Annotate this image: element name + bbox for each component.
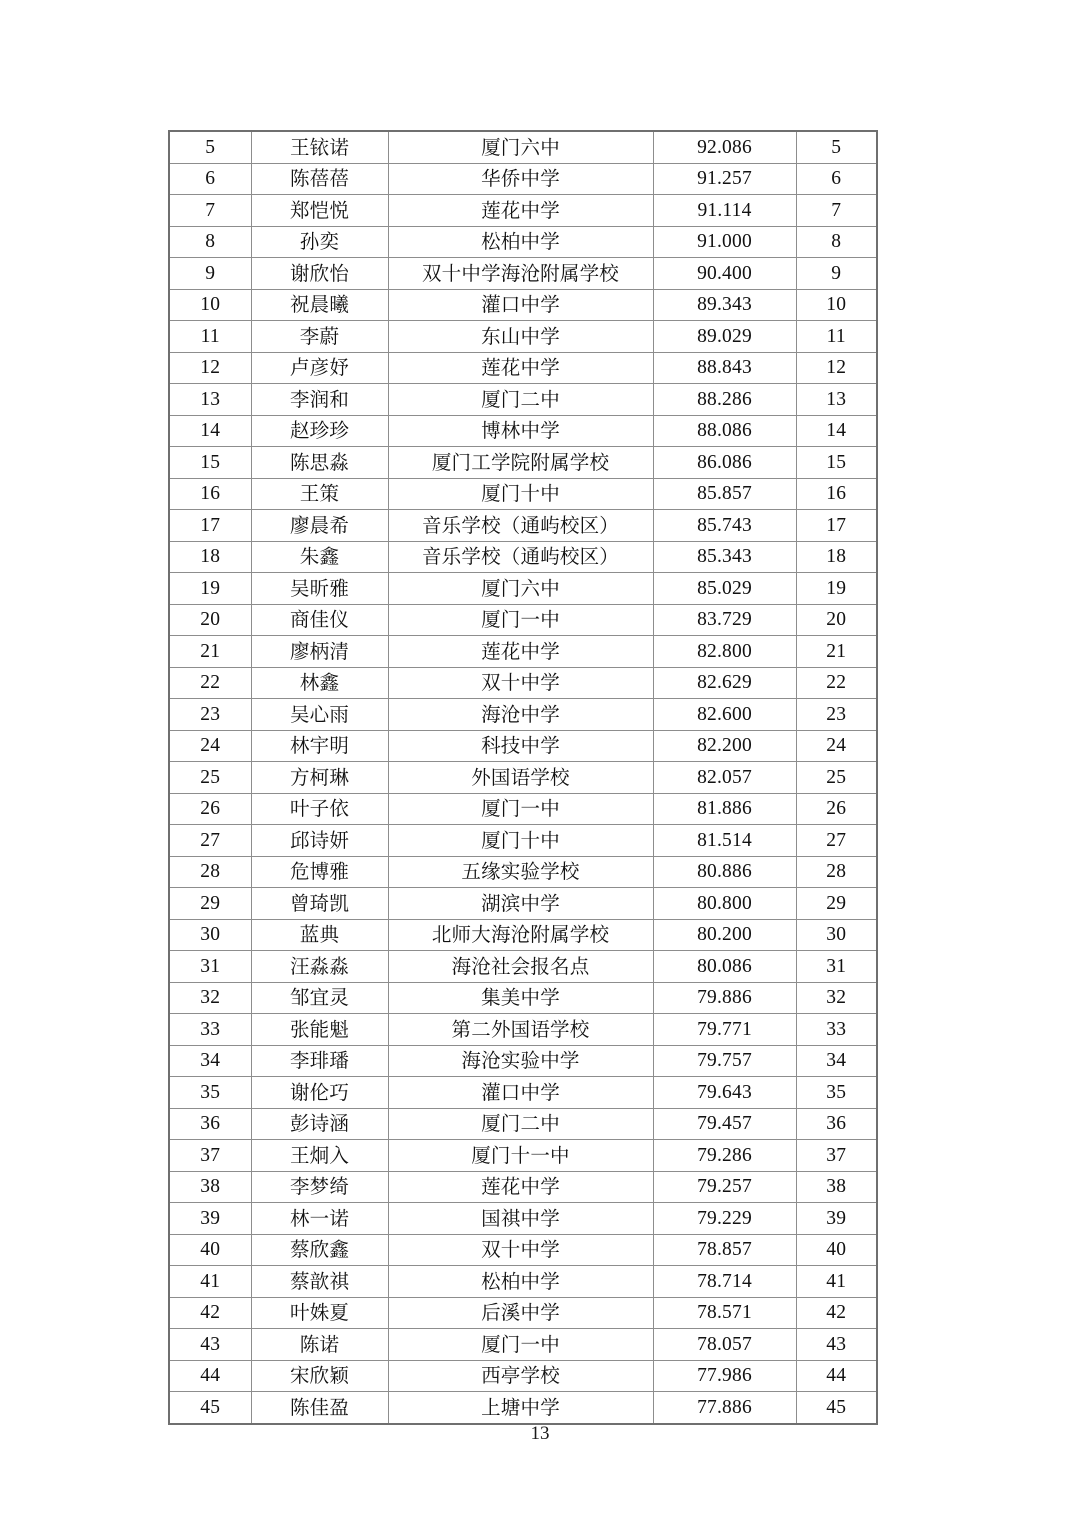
cell-final-rank: 6 xyxy=(796,163,877,195)
cell-name: 林鑫 xyxy=(251,667,388,699)
cell-rank: 41 xyxy=(169,1266,251,1298)
cell-school: 东山中学 xyxy=(388,321,653,353)
page-number: 13 xyxy=(530,1423,550,1444)
cell-school: 厦门一中 xyxy=(388,1329,653,1361)
cell-final-rank: 9 xyxy=(796,258,877,290)
cell-school: 华侨中学 xyxy=(388,163,653,195)
cell-name: 林宇明 xyxy=(251,730,388,762)
cell-rank: 35 xyxy=(169,1077,251,1109)
cell-rank: 28 xyxy=(169,856,251,888)
cell-school: 后溪中学 xyxy=(388,1297,653,1329)
cell-score: 88.086 xyxy=(653,415,796,447)
cell-score: 89.029 xyxy=(653,321,796,353)
cell-final-rank: 20 xyxy=(796,604,877,636)
cell-rank: 24 xyxy=(169,730,251,762)
cell-school: 海沧实验中学 xyxy=(388,1045,653,1077)
cell-name: 叶子依 xyxy=(251,793,388,825)
cell-score: 85.857 xyxy=(653,478,796,510)
cell-school: 厦门工学院附属学校 xyxy=(388,447,653,479)
cell-name: 祝晨曦 xyxy=(251,289,388,321)
cell-name: 廖晨希 xyxy=(251,510,388,542)
cell-school: 厦门六中 xyxy=(388,573,653,605)
cell-rank: 5 xyxy=(169,131,251,163)
cell-rank: 15 xyxy=(169,447,251,479)
cell-rank: 44 xyxy=(169,1360,251,1392)
cell-name: 彭诗涵 xyxy=(251,1108,388,1140)
cell-school: 海沧社会报名点 xyxy=(388,951,653,983)
cell-school: 厦门十中 xyxy=(388,478,653,510)
cell-score: 81.514 xyxy=(653,825,796,857)
cell-score: 82.200 xyxy=(653,730,796,762)
cell-score: 86.086 xyxy=(653,447,796,479)
table-row xyxy=(169,352,877,384)
cell-school: 西亭学校 xyxy=(388,1360,653,1392)
cell-score: 90.400 xyxy=(653,258,796,290)
table-row xyxy=(169,573,877,605)
cell-final-rank: 29 xyxy=(796,888,877,920)
cell-rank: 30 xyxy=(169,919,251,951)
cell-school: 灌口中学 xyxy=(388,289,653,321)
table-row xyxy=(169,919,877,951)
cell-name: 陈蓓蓓 xyxy=(251,163,388,195)
score-table-container xyxy=(168,130,876,1425)
cell-final-rank: 8 xyxy=(796,226,877,258)
cell-rank: 40 xyxy=(169,1234,251,1266)
cell-score: 77.986 xyxy=(653,1360,796,1392)
cell-score: 88.286 xyxy=(653,384,796,416)
cell-final-rank: 13 xyxy=(796,384,877,416)
cell-name: 李润和 xyxy=(251,384,388,416)
table-row xyxy=(169,541,877,573)
table-row xyxy=(169,667,877,699)
table-row xyxy=(169,982,877,1014)
cell-school: 双十中学 xyxy=(388,667,653,699)
cell-rank: 22 xyxy=(169,667,251,699)
cell-score: 91.000 xyxy=(653,226,796,258)
cell-name: 廖柄清 xyxy=(251,636,388,668)
cell-name: 汪淼淼 xyxy=(251,951,388,983)
cell-name: 谢伦巧 xyxy=(251,1077,388,1109)
cell-name: 谢欣怡 xyxy=(251,258,388,290)
cell-score: 79.886 xyxy=(653,982,796,1014)
cell-name: 邹宜灵 xyxy=(251,982,388,1014)
cell-final-rank: 33 xyxy=(796,1014,877,1046)
cell-school: 莲花中学 xyxy=(388,352,653,384)
cell-rank: 45 xyxy=(169,1392,251,1424)
cell-rank: 13 xyxy=(169,384,251,416)
score-table-body xyxy=(169,131,877,1424)
cell-score: 78.857 xyxy=(653,1234,796,1266)
table-row xyxy=(169,226,877,258)
cell-score: 82.629 xyxy=(653,667,796,699)
cell-school: 音乐学校（通屿校区） xyxy=(388,541,653,573)
cell-score: 80.886 xyxy=(653,856,796,888)
cell-score: 79.457 xyxy=(653,1108,796,1140)
cell-rank: 39 xyxy=(169,1203,251,1235)
cell-final-rank: 12 xyxy=(796,352,877,384)
cell-final-rank: 18 xyxy=(796,541,877,573)
table-row xyxy=(169,258,877,290)
cell-school: 上塘中学 xyxy=(388,1392,653,1424)
table-row xyxy=(169,1360,877,1392)
cell-school: 科技中学 xyxy=(388,730,653,762)
cell-school: 莲花中学 xyxy=(388,636,653,668)
cell-rank: 31 xyxy=(169,951,251,983)
cell-final-rank: 31 xyxy=(796,951,877,983)
cell-rank: 18 xyxy=(169,541,251,573)
cell-name: 林一诺 xyxy=(251,1203,388,1235)
cell-name: 危博雅 xyxy=(251,856,388,888)
cell-school: 厦门十中 xyxy=(388,825,653,857)
table-row xyxy=(169,636,877,668)
cell-school: 厦门六中 xyxy=(388,131,653,163)
cell-rank: 14 xyxy=(169,415,251,447)
cell-school: 厦门十一中 xyxy=(388,1140,653,1172)
cell-school: 五缘实验学校 xyxy=(388,856,653,888)
cell-final-rank: 39 xyxy=(796,1203,877,1235)
cell-school: 灌口中学 xyxy=(388,1077,653,1109)
cell-rank: 23 xyxy=(169,699,251,731)
cell-rank: 36 xyxy=(169,1108,251,1140)
cell-name: 商佳仪 xyxy=(251,604,388,636)
cell-rank: 11 xyxy=(169,321,251,353)
table-row xyxy=(169,1392,877,1424)
cell-school: 湖滨中学 xyxy=(388,888,653,920)
cell-final-rank: 5 xyxy=(796,131,877,163)
cell-name: 蔡歆祺 xyxy=(251,1266,388,1298)
cell-rank: 16 xyxy=(169,478,251,510)
table-row xyxy=(169,1234,877,1266)
cell-rank: 26 xyxy=(169,793,251,825)
cell-rank: 29 xyxy=(169,888,251,920)
cell-school: 厦门二中 xyxy=(388,1108,653,1140)
cell-final-rank: 7 xyxy=(796,195,877,227)
cell-final-rank: 36 xyxy=(796,1108,877,1140)
cell-name: 宋欣颖 xyxy=(251,1360,388,1392)
cell-name: 叶姝夏 xyxy=(251,1297,388,1329)
cell-school: 集美中学 xyxy=(388,982,653,1014)
cell-score: 91.257 xyxy=(653,163,796,195)
cell-score: 79.286 xyxy=(653,1140,796,1172)
cell-rank: 42 xyxy=(169,1297,251,1329)
cell-school: 厦门一中 xyxy=(388,604,653,636)
table-row xyxy=(169,699,877,731)
cell-score: 89.343 xyxy=(653,289,796,321)
table-row xyxy=(169,762,877,794)
cell-score: 82.800 xyxy=(653,636,796,668)
cell-score: 85.029 xyxy=(653,573,796,605)
table-row xyxy=(169,1014,877,1046)
cell-score: 81.886 xyxy=(653,793,796,825)
cell-final-rank: 25 xyxy=(796,762,877,794)
cell-final-rank: 45 xyxy=(796,1392,877,1424)
cell-final-rank: 41 xyxy=(796,1266,877,1298)
cell-school: 莲花中学 xyxy=(388,195,653,227)
cell-rank: 43 xyxy=(169,1329,251,1361)
cell-rank: 34 xyxy=(169,1045,251,1077)
table-row xyxy=(169,321,877,353)
table-row xyxy=(169,825,877,857)
cell-score: 79.757 xyxy=(653,1045,796,1077)
cell-score: 79.229 xyxy=(653,1203,796,1235)
cell-rank: 7 xyxy=(169,195,251,227)
table-row xyxy=(169,1077,877,1109)
table-row xyxy=(169,447,877,479)
cell-name: 蔡欣鑫 xyxy=(251,1234,388,1266)
table-row xyxy=(169,510,877,542)
cell-name: 朱鑫 xyxy=(251,541,388,573)
cell-name: 陈佳盈 xyxy=(251,1392,388,1424)
cell-score: 91.114 xyxy=(653,195,796,227)
cell-score: 83.729 xyxy=(653,604,796,636)
table-row xyxy=(169,1297,877,1329)
cell-final-rank: 32 xyxy=(796,982,877,1014)
cell-rank: 33 xyxy=(169,1014,251,1046)
table-row xyxy=(169,1108,877,1140)
score-table xyxy=(168,130,878,1425)
cell-final-rank: 21 xyxy=(796,636,877,668)
table-row xyxy=(169,856,877,888)
cell-final-rank: 27 xyxy=(796,825,877,857)
cell-score: 77.886 xyxy=(653,1392,796,1424)
cell-rank: 27 xyxy=(169,825,251,857)
cell-name: 邱诗妍 xyxy=(251,825,388,857)
cell-name: 王铱诺 xyxy=(251,131,388,163)
cell-final-rank: 15 xyxy=(796,447,877,479)
cell-final-rank: 24 xyxy=(796,730,877,762)
cell-score: 80.800 xyxy=(653,888,796,920)
table-row xyxy=(169,1203,877,1235)
cell-score: 78.714 xyxy=(653,1266,796,1298)
cell-final-rank: 14 xyxy=(796,415,877,447)
cell-final-rank: 16 xyxy=(796,478,877,510)
cell-name: 王炯入 xyxy=(251,1140,388,1172)
table-row xyxy=(169,289,877,321)
cell-score: 85.343 xyxy=(653,541,796,573)
cell-rank: 12 xyxy=(169,352,251,384)
cell-rank: 6 xyxy=(169,163,251,195)
cell-final-rank: 35 xyxy=(796,1077,877,1109)
cell-rank: 38 xyxy=(169,1171,251,1203)
cell-rank: 9 xyxy=(169,258,251,290)
cell-score: 80.200 xyxy=(653,919,796,951)
cell-final-rank: 42 xyxy=(796,1297,877,1329)
table-row xyxy=(169,384,877,416)
cell-score: 92.086 xyxy=(653,131,796,163)
table-row xyxy=(169,1140,877,1172)
cell-name: 郑恺悦 xyxy=(251,195,388,227)
table-row xyxy=(169,793,877,825)
cell-final-rank: 26 xyxy=(796,793,877,825)
cell-name: 陈思淼 xyxy=(251,447,388,479)
table-row xyxy=(169,163,877,195)
cell-final-rank: 43 xyxy=(796,1329,877,1361)
cell-school: 双十中学海沧附属学校 xyxy=(388,258,653,290)
cell-rank: 32 xyxy=(169,982,251,1014)
table-row xyxy=(169,131,877,163)
cell-score: 82.057 xyxy=(653,762,796,794)
cell-rank: 20 xyxy=(169,604,251,636)
cell-score: 78.571 xyxy=(653,1297,796,1329)
cell-name: 蓝典 xyxy=(251,919,388,951)
cell-score: 78.057 xyxy=(653,1329,796,1361)
cell-name: 曾琦凯 xyxy=(251,888,388,920)
table-row xyxy=(169,730,877,762)
cell-school: 松柏中学 xyxy=(388,1266,653,1298)
cell-name: 王策 xyxy=(251,478,388,510)
cell-final-rank: 37 xyxy=(796,1140,877,1172)
cell-score: 88.843 xyxy=(653,352,796,384)
table-row xyxy=(169,415,877,447)
table-row xyxy=(169,604,877,636)
cell-rank: 19 xyxy=(169,573,251,605)
table-row xyxy=(169,1171,877,1203)
cell-final-rank: 38 xyxy=(796,1171,877,1203)
cell-final-rank: 28 xyxy=(796,856,877,888)
cell-rank: 10 xyxy=(169,289,251,321)
cell-name: 陈诺 xyxy=(251,1329,388,1361)
cell-name: 吴昕雅 xyxy=(251,573,388,605)
cell-name: 张能魁 xyxy=(251,1014,388,1046)
cell-name: 赵珍珍 xyxy=(251,415,388,447)
cell-rank: 8 xyxy=(169,226,251,258)
cell-final-rank: 22 xyxy=(796,667,877,699)
cell-rank: 25 xyxy=(169,762,251,794)
cell-final-rank: 40 xyxy=(796,1234,877,1266)
cell-final-rank: 44 xyxy=(796,1360,877,1392)
cell-final-rank: 23 xyxy=(796,699,877,731)
table-row xyxy=(169,1266,877,1298)
table-row xyxy=(169,951,877,983)
cell-school: 双十中学 xyxy=(388,1234,653,1266)
cell-rank: 21 xyxy=(169,636,251,668)
cell-final-rank: 11 xyxy=(796,321,877,353)
cell-school: 莲花中学 xyxy=(388,1171,653,1203)
cell-score: 85.743 xyxy=(653,510,796,542)
cell-school: 国祺中学 xyxy=(388,1203,653,1235)
cell-school: 第二外国语学校 xyxy=(388,1014,653,1046)
table-row xyxy=(169,195,877,227)
cell-name: 方柯琳 xyxy=(251,762,388,794)
cell-name: 李琲璠 xyxy=(251,1045,388,1077)
cell-school: 海沧中学 xyxy=(388,699,653,731)
cell-score: 79.257 xyxy=(653,1171,796,1203)
cell-final-rank: 34 xyxy=(796,1045,877,1077)
cell-rank: 17 xyxy=(169,510,251,542)
cell-school: 博林中学 xyxy=(388,415,653,447)
cell-name: 李梦绮 xyxy=(251,1171,388,1203)
cell-name: 李蔚 xyxy=(251,321,388,353)
cell-score: 82.600 xyxy=(653,699,796,731)
cell-school: 松柏中学 xyxy=(388,226,653,258)
cell-name: 卢彦妤 xyxy=(251,352,388,384)
cell-school: 音乐学校（通屿校区） xyxy=(388,510,653,542)
cell-name: 孙奕 xyxy=(251,226,388,258)
cell-final-rank: 10 xyxy=(796,289,877,321)
table-row xyxy=(169,1329,877,1361)
table-row xyxy=(169,1045,877,1077)
cell-school: 厦门一中 xyxy=(388,793,653,825)
cell-score: 80.086 xyxy=(653,951,796,983)
cell-final-rank: 19 xyxy=(796,573,877,605)
cell-name: 吴心雨 xyxy=(251,699,388,731)
table-row xyxy=(169,888,877,920)
cell-final-rank: 30 xyxy=(796,919,877,951)
cell-score: 79.643 xyxy=(653,1077,796,1109)
cell-score: 79.771 xyxy=(653,1014,796,1046)
cell-school: 外国语学校 xyxy=(388,762,653,794)
cell-final-rank: 17 xyxy=(796,510,877,542)
cell-school: 厦门二中 xyxy=(388,384,653,416)
cell-rank: 37 xyxy=(169,1140,251,1172)
cell-school: 北师大海沧附属学校 xyxy=(388,919,653,951)
table-row xyxy=(169,478,877,510)
